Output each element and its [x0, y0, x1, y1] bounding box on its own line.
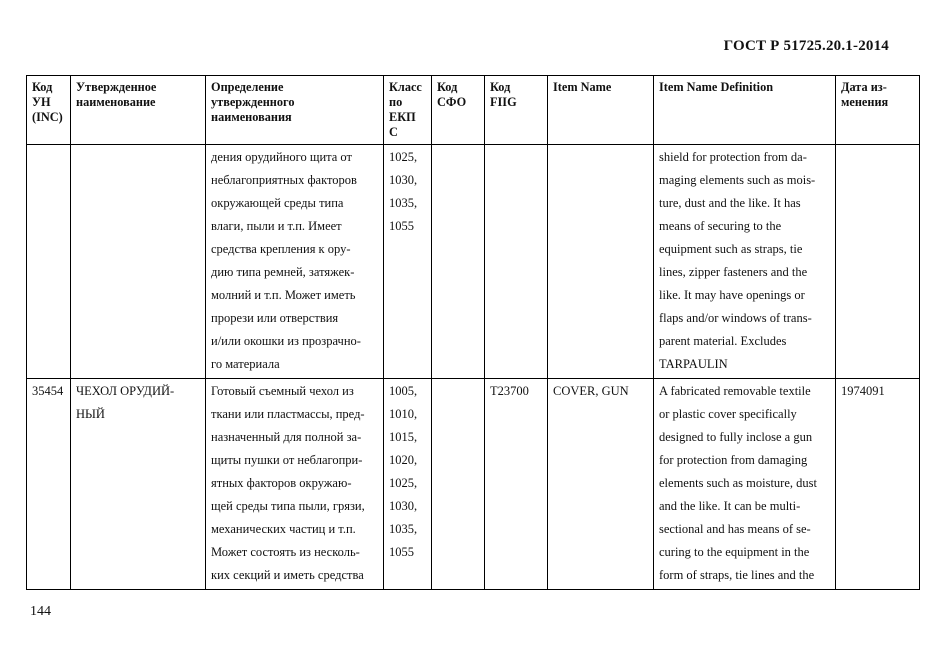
text-line: молний и т.п. Может иметь: [211, 288, 356, 302]
text-line: го материала: [211, 357, 280, 371]
text-line: Item Name Definition: [659, 80, 774, 94]
text-line: УН: [32, 95, 51, 109]
header-change-date: [836, 76, 920, 145]
text-line: for protection from damaging: [659, 453, 808, 467]
header-item-name-definition: [654, 76, 836, 145]
cell-approved-name: [71, 145, 206, 379]
table-row: [27, 379, 920, 590]
text-line: designed to fully inclose a gun: [659, 430, 813, 444]
text-line: parent material. Excludes: [659, 334, 787, 348]
text-line: наименования: [211, 110, 292, 124]
text-line: maging elements such as mois-: [659, 173, 816, 187]
text-line: 1025,: [389, 150, 418, 164]
cell-fiig: T23700: [485, 379, 548, 590]
text-line: ких секций и иметь средства: [211, 568, 364, 582]
text-line: and the like. It can be multi-: [659, 499, 801, 513]
cell-approved-name: [71, 379, 206, 590]
cell-inc: 35454: [27, 379, 71, 590]
text-line: и/или окошки из прозрачно-: [211, 334, 361, 348]
text-line: flaps and/or windows of trans-: [659, 311, 812, 325]
header-approved-name: [71, 76, 206, 145]
text-line: Определение: [211, 80, 284, 94]
text-line: ЧЕХОЛ ОРУДИЙ-: [76, 384, 175, 398]
cell-item-name-definition: [654, 145, 836, 379]
text-line: 1010,: [389, 407, 418, 421]
text-line: средства крепления к ору-: [211, 242, 351, 256]
text-line: or plastic cover specifically: [659, 407, 797, 421]
text-line: дию типа ремней, затяжек-: [211, 265, 355, 279]
page-number: 144: [30, 604, 51, 619]
cell-inc: [27, 145, 71, 379]
text-line: наименование: [76, 95, 156, 109]
text-line: ятных факторов окружаю-: [211, 476, 352, 490]
cell-item-name: COVER, GUN: [548, 379, 654, 590]
table-row: [27, 145, 920, 379]
document-code: ГОСТ Р 51725.20.1-2014: [723, 38, 889, 54]
text-line: неблагоприятных факторов: [211, 173, 357, 187]
text-line: equipment such as straps, tie: [659, 242, 803, 256]
cell-class: [384, 145, 432, 379]
catalog-table: [26, 75, 920, 590]
text-line: form of straps, tie lines and the: [659, 568, 815, 582]
cell-class: [384, 379, 432, 590]
text-line: A fabricated removable textile: [659, 384, 811, 398]
text-line: щиты пушки от неблагопри-: [211, 453, 363, 467]
text-line: Код: [490, 80, 511, 94]
text-line: 1055: [389, 545, 414, 559]
text-line: FIIG: [490, 95, 517, 109]
text-line: ture, dust and the like. It has: [659, 196, 801, 210]
text-line: 1025,: [389, 476, 418, 490]
text-line: дения орудийного щита от: [211, 150, 352, 164]
text-line: curing to the equipment in the: [659, 545, 810, 559]
header-definition: [206, 76, 384, 145]
header-row: [27, 76, 920, 145]
text-line: 1015,: [389, 430, 418, 444]
text-line: Код: [32, 80, 53, 94]
text-line: менения: [841, 95, 889, 109]
text-line: elements such as moisture, dust: [659, 476, 817, 490]
text-line: назначенный для полной за-: [211, 430, 362, 444]
header-item-name: [548, 76, 654, 145]
text-line: lines, zipper fasteners and the: [659, 265, 808, 279]
text-line: механических частиц и т.п.: [211, 522, 356, 536]
text-line: TARPAULIN: [659, 357, 728, 371]
text-line: по: [389, 95, 403, 109]
text-line: 1035,: [389, 522, 418, 536]
text-line: Готовый съемный чехол из: [211, 384, 354, 398]
text-line: Дата из-: [841, 80, 887, 94]
text-line: 1055: [389, 219, 414, 233]
cell-sfo: [432, 379, 485, 590]
text-line: влаги, пыли и т.п. Имеет: [211, 219, 342, 233]
text-line: sectional and has means of se-: [659, 522, 811, 536]
text-line: Может состоять из несколь-: [211, 545, 360, 559]
header-inc: [27, 76, 71, 145]
text-line: 1020,: [389, 453, 418, 467]
cell-fiig: [485, 145, 548, 379]
text-line: 1030,: [389, 173, 418, 187]
text-line: Утвержденное: [76, 80, 157, 94]
text-line: С: [389, 125, 398, 139]
text-line: прорези или отверствия: [211, 311, 339, 325]
text-line: щей среды типа пыли, грязи,: [211, 499, 365, 513]
cell-definition: [206, 379, 384, 590]
text-line: (INC): [32, 110, 63, 124]
cell-change-date: 1974091: [836, 379, 920, 590]
cell-change-date: [836, 145, 920, 379]
cell-item-name: [548, 145, 654, 379]
text-line: Класс: [389, 80, 422, 94]
text-line: 1030,: [389, 499, 418, 513]
cell-definition: [206, 145, 384, 379]
text-line: утвержденного: [211, 95, 295, 109]
text-line: СФО: [437, 95, 467, 109]
text-line: ткани или пластмассы, пред-: [211, 407, 365, 421]
header-class: [384, 76, 432, 145]
text-line: 1035,: [389, 196, 418, 210]
cell-item-name-definition: [654, 379, 836, 590]
text-line: ЕКП: [389, 110, 416, 124]
text-line: 1005,: [389, 384, 418, 398]
text-line: НЫЙ: [76, 407, 105, 421]
header-fiig: [485, 76, 548, 145]
cell-sfo: [432, 145, 485, 379]
text-line: Код: [437, 80, 458, 94]
text-line: like. It may have openings or: [659, 288, 805, 302]
text-line: Item Name: [553, 80, 612, 94]
header-sfo: [432, 76, 485, 145]
text-line: shield for protection from da-: [659, 150, 807, 164]
text-line: окружающей среды типа: [211, 196, 344, 210]
text-line: means of securing to the: [659, 219, 782, 233]
